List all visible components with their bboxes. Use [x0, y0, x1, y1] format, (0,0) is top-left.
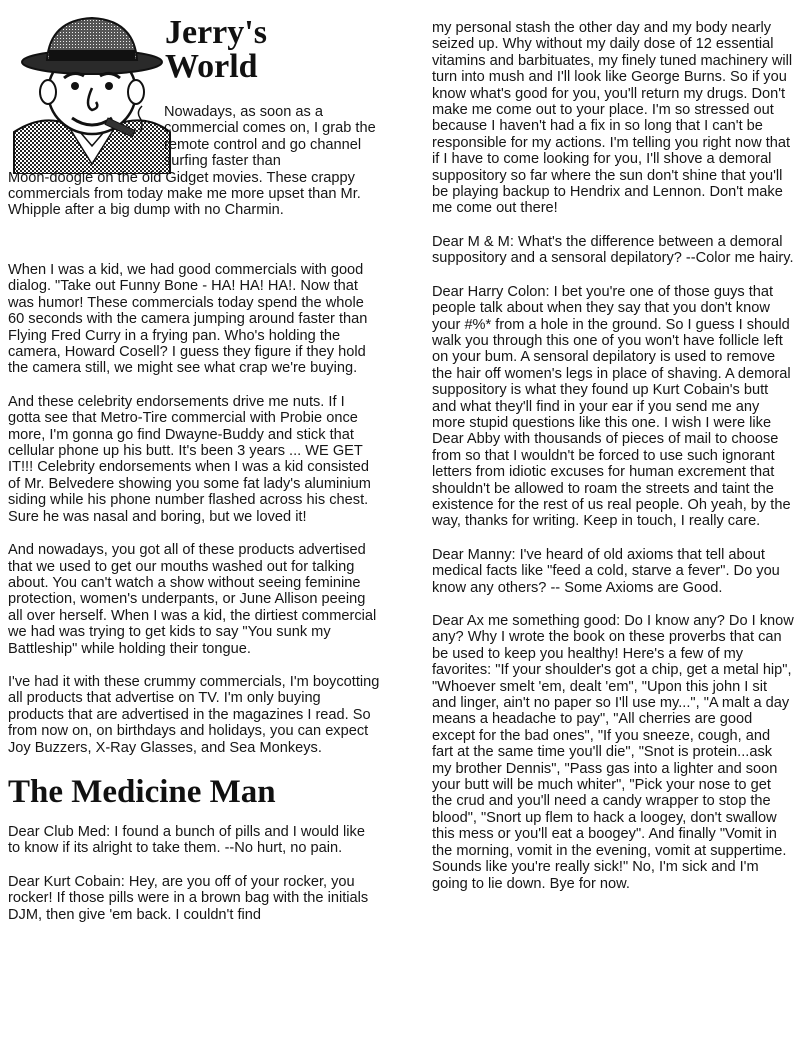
- masthead-title: [165, 16, 267, 84]
- article-paragraph: And these celebrity endorsements drive me nuts. If I gotta see that Metro-Tire commercial with Probie once more, I'm gonna go find Dwayne-Buddy and stick that cellular phone up his butt. It's been 3 years ... WE GET IT!!! Celebrity endorsements when I was a kid consisted of Mr. Belvedere showing you some fat lady's aluminium siding while his phone number flashed across his chest. Sure he was nasal and boring, but we loved it!: [8, 393, 371, 525]
- intro-paragraph-start: Nowadays, as soon as a commercial comes on, I grab the remote control and go channel surfing faster than: [164, 104, 376, 170]
- column-paragraph: Dear Kurt Cobain: Hey, are you off of your rocker, you rocker! If those pills were in a brown bag with the initials DJM, then give 'em back. I couldn't find: [8, 873, 369, 923]
- right-column: [432, 20, 794, 909]
- section-title: The Medicine Man: [8, 773, 276, 810]
- article-paragraph: I've had it with these crummy commercials, I'm boycotting all products that advertise on TV. I'm only buying products that are advertised in the magazines I read. So from now on, on birthdays and holidays, you can expect Joy Buzzers, X-Ray Glasses, and Sea Monkeys.: [8, 673, 380, 756]
- column-paragraph: Dear Ax me something good: Do I know any? Do I know any? Why I wrote the book on these proverbs that can be used to keep you healthy! Here's a few of my favorites: "If your shoulder's got a chip, get a metal hip", "Whoever smelt 'em, dealt 'em", "Upon this john I sit and linger, ain't no paper so I'll use my...", "A malt a day means a headache to pay", "All cherries are good except for the bad ones", "If you sneeze, cough, and fart at the same time you'll die", "Snot is protein...ask my brother Dennis", "Pass gas into a lighter and soon your butt will be much whiter", "Pick your nose to get the crud and you'll need a candy wrapper to stop the blood", "Snort up flem to hack a loogey, don't swallow this mess or you'll eat a boogey". And finally "Vomit in the morning, vomit in the evening, vomit at suppertime. Sounds like you're really sick!" No, I'm sick and I'm going to lie down. Bye for now.: [432, 613, 794, 892]
- column-paragraph: Dear Manny: I've heard of old axioms that tell about medical facts like "feed a cold, starve a fever". Do you know any others? -- Some Axioms are Good.: [432, 546, 780, 596]
- intro-text: [8, 104, 380, 219]
- article-paragraph: When I was a kid, we had good commercials with good dialog. "Take out Funny Bone - HA! HA! HA!. Now that was humor! These commercials today spend the whole 60 seconds with the camera jumping around faster than Flying Fred Curry in a frying pan. Who's holding the camera, Howard Cosell? I guess they figure if they hold the camera still, we might see what crap we're buying.: [8, 262, 368, 377]
- column-paragraph: Dear M & M: What's the difference between a demoral suppository and a sensoral depilatory? --Color me hairy.: [432, 233, 794, 267]
- column-paragraph: my personal stash the other day and my body nearly seized up. Why without my daily dose of 12 essential vitamins and barbituates, my finely tuned machinery will turn into mush and I'll look like George Burns. So if you know what's good for you, you'll return my drugs. Don't make me come out to your place. I'm so stressed out because I haven't had a fix in so long that I can't be responsible for my actions. I'm telling you right now that if I have to come looking for you, I'll shove a demoral suppository so far where the sun don't shine that you'll be playing backup to Hendrix and Lennon. Don't make me come out there!: [432, 20, 793, 217]
- masthead-title-line1: Jerry's: [165, 14, 267, 51]
- intro-paragraph-rest: Moon-doogie on the old Gidget movies. These crappy commercials from today make me more upset than Mr. Whipple after a big dump with no Charmin.: [8, 169, 361, 219]
- column-paragraph: Dear Harry Colon: I bet you're one of those guys that people talk about when they say that you don't know your #%* from a hole in the ground. So I guess I should walk you through this one of you won't have follicle left on your bum. A sensoral depilatory is used to remove the hair off women's legs in place of shaving. A demoral suppository is what they found up Kurt Cobain's butt and what they'll find in your ear if you send me any more stupid questions like this one. I wish I were like Dear Abby with thousands of pieces of mail to choose from so that I wouldn't be forced to use such ignorant letters from idiotic excuses for human excrement that shouldn't be allowed to roam the streets and taint the existence for the rest of us real people. Oh yeah, by the way, thanks for writing. Keep in touch, I really care.: [432, 283, 791, 530]
- article-paragraph: And nowadays, you got all of these products advertised that we used to get our mouths washed out for talking about. You can't watch a show without seeing feminine protection, women's underpants, or June Allison peeing all over herself. When I was a kid, the dirtiest commercial we had was trying to get kids to say "You sunk my Battleship" while holding their tongue.: [8, 542, 377, 657]
- masthead-title-line2: World: [165, 48, 258, 85]
- column-paragraph: Dear Club Med: I found a bunch of pills and I would like to know if its alright to take them. --No hurt, no pain.: [8, 823, 365, 857]
- left-column: [8, 262, 380, 940]
